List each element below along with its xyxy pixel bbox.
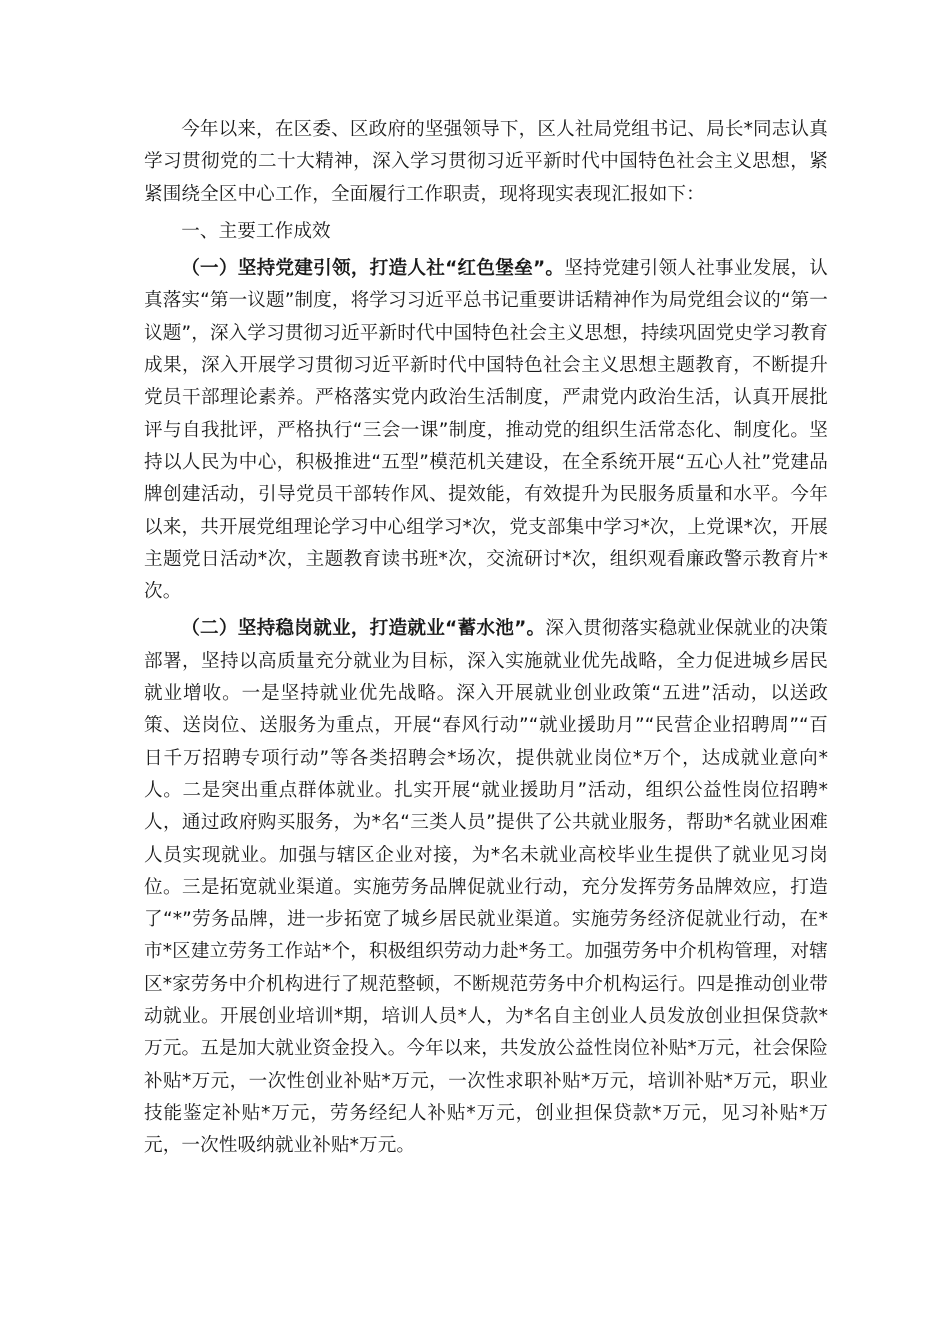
item2-body: 深入贯彻落实稳就业保就业的决策部署，坚持以高质量充分就业为目标，深入实施就业优先战略，全力促进城乡居民就业增收。一是坚持就业优先战略。深入开展就业创业政策“五进”活动，以送政策、送岗位、送服务为重点，开展“春风行动”“就业援助月”“民营企业招聘周”“百日千万招聘专项行动”等各类招聘会*场次，提供就业岗位*万个，达成就业意向*人。二是突出重点群体就业。扎实开展“就业援助月”活动，组织公益性岗位招聘*人，通过政府购买服务，为*名“三类人员”提供了公共就业服务，帮助*名就业困难人员实现就业。加强与辖区企业对接，为*名未就业高校毕业生提供了就业见习岗位。三是拓宽就业渠道。实施劳务品牌促就业行动，充分发挥劳务品牌效应，打造了“*”劳务品牌，进一步拓宽了城乡居民就业渠道。实施劳务经济促就业行动，在*市*区建立劳务工作站*个，积极组织劳动力赴*务工。加强劳务中介机构管理，对辖区*家劳务中介机构进行了规范整顿，不断规范劳务中介机构运行。四是推动创业带动就业。开展创业培训*期，培训人员*人，为*名自主创业人员发放创业担保贷款*万元。五是加大就业资金投入。今年以来，共发放公益性岗位补贴*万元，社会保险补贴*万元，一次性创业补贴*万元，一次性求职补贴*万元，培训补贴*万元，职业技能鉴定补贴*万元，劳务经纪人补贴*万元，创业担保贷款*万元，见习补贴*万元，一次性吸纳就业补贴*万元。	[144, 618, 828, 1157]
item1-body: 坚持党建引领人社事业发展，认真落实“第一议题”制度，将学习习近平总书记重要讲话精神作为局党组会议的“第一议题”，深入学习贯彻习近平新时代中国特色社会主义思想，持续巩固党史学习教育成果，深入开展学习贯彻习近平新时代中国特色社会主义思想主题教育，不断提升党员干部理论素养。严格落实党内政治生活制度，严肃党内政治生活，认真开展批评与自我批评，严格执行“三会一课”制度，推动党的组织生活常态化、制度化。坚持以人民为中心，积极推进“五型”模范机关建设，在全系统开展“五心人社”党建品牌创建活动，引导党员干部转作风、提效能，有效提升为民服务质量和水平。今年以来，共开展党组理论学习中心组学习*次，党支部集中学习*次，上党课*次，开展主题党日活动*次，主题教育读书班*次，交流研讨*次，组织观看廉政警示教育片*次。	[144, 258, 828, 603]
item1-lead: （一）坚持党建引领，打造人社“红色堡垒”。	[181, 258, 565, 280]
item2-paragraph	[144, 613, 828, 1162]
document-body	[144, 114, 828, 1163]
item1-paragraph	[144, 253, 828, 608]
intro-paragraph: 今年以来，在区委、区政府的坚强领导下，区人社局党组书记、局长*同志认真学习贯彻党的二十大精神，深入学习贯彻习近平新时代中国特色社会主义思想，紧紧围绕全区中心工作，全面履行工作职责，现将现实表现汇报如下：	[144, 119, 828, 205]
section-heading: 一、主要工作成效	[181, 220, 331, 242]
item2-lead: （二）坚持稳岗就业，打造就业“蓄水池”。	[181, 618, 546, 640]
